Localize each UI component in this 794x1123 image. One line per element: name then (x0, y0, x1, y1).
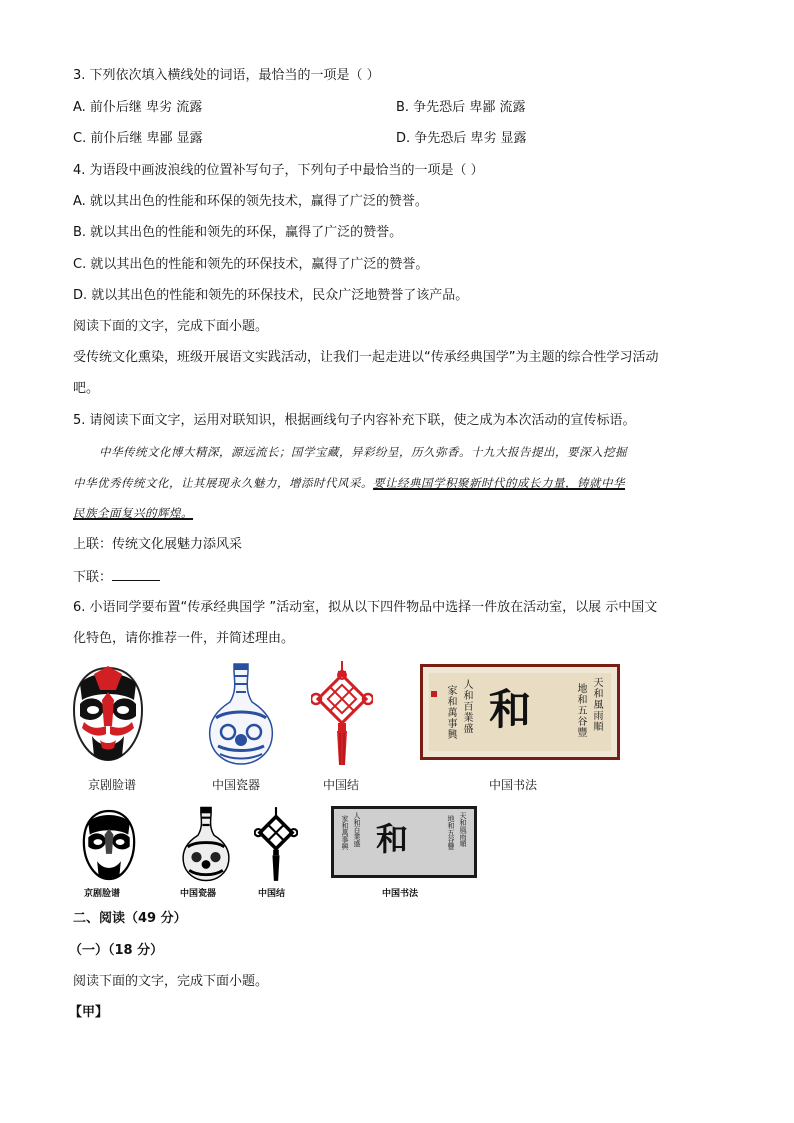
calligraphy-frame-color (420, 664, 620, 760)
peking-opera-mask-color-icon (70, 664, 146, 764)
seal-stamp (431, 691, 437, 697)
porcelain-vase-bw-icon (180, 806, 232, 882)
caption-chinese-knot: 中国结 (323, 778, 360, 792)
context-line-2: 吧。 (73, 381, 100, 396)
caption-bw-opera-mask: 京剧脸谱 (84, 889, 121, 899)
q4-option-a: A. 就以其出色的性能和环保的领先技术，赢得了广泛的赞誉。 (73, 194, 428, 209)
q5-stem: 5. 请阅读下面文字，运用对联知识，根据画线句子内容补充下联，使之成为本次活动的宣传标语。 (73, 413, 636, 428)
q5-passage-underlined-end: 民族全面复兴的辉煌。 (73, 506, 193, 520)
calligraphy-bw-main-char: 和 (376, 820, 409, 858)
q5-upper-couplet: 上联：传统文化展魅力添风采 (73, 537, 243, 552)
calligraphy-bw-left-col-2: 家和萬事興 (341, 815, 349, 850)
reading-intro: 阅读下面的文字，完成下面小题。 (73, 319, 269, 334)
chinese-knot-color-icon (311, 661, 373, 765)
calligraphy-bw-right-col-1: 天和風雨順 (459, 812, 467, 847)
calligraphy-bw-right-col-2: 地和五谷豐 (447, 815, 455, 850)
peking-opera-mask-bw-icon (76, 808, 142, 882)
q3-stem: 3. 下列依次填入横线处的词语，最恰当的一项是（ ） (73, 68, 380, 83)
q6-stem-line-1: 6. 小语同学要布置“传承经典国学 ”活动室，拟从以下四件物品中选择一件放在活动室，以展 示中国文 (73, 600, 658, 615)
section-2-intro: 阅读下面的文字，完成下面小题。 (73, 974, 269, 989)
section-2-title: 二、阅读（49 分） (73, 911, 187, 926)
calligraphy-frame-bw (331, 806, 477, 878)
context-line-1: 受传统文化熏染，班级开展语文实践活动，让我们一起走进以“传承经典国学”为主题的综合性学习活动 (73, 350, 659, 365)
q5-lower-label: 下联： (73, 570, 113, 585)
caption-bw-porcelain: 中国瓷器 (180, 889, 217, 899)
q5-passage-line-2 (73, 473, 723, 493)
section-2-jia: 【甲】 (69, 1005, 109, 1020)
q5-passage-underlined: 要让经典国学积聚新时代的成长力量，铸就中华 (373, 476, 625, 490)
q4-option-d: D. 就以其出色的性能和领先的环保技术，民众广泛地赞誉了该产品。 (73, 288, 469, 303)
q4-stem: 4. 为语段中画波浪线的位置补写句子，下列句子中最恰当的一项是（ ） (73, 163, 484, 178)
q3-option-b: B. 争先恐后 卑鄙 流露 (396, 100, 526, 115)
q5-passage-line-1: 中华传统文化博大精深，源远流长；国学宝藏，异彩纷呈，历久弥香。十九大报告提出，要深入挖掘 (99, 445, 627, 459)
caption-bw-chinese-knot: 中国结 (258, 889, 286, 899)
q4-option-c: C. 就以其出色的性能和领先的环保技术，赢得了广泛的赞誉。 (73, 257, 429, 272)
q5-passage-line-3 (73, 503, 723, 523)
section-2-sub: （一）（18 分） (69, 943, 164, 958)
porcelain-vase-color-icon (206, 662, 276, 766)
calligraphy-paper (429, 673, 611, 751)
q5-lower-couplet (73, 566, 160, 588)
calligraphy-right-col-2: 地和五谷豐 (575, 683, 586, 738)
caption-bw-calligraphy: 中国书法 (382, 889, 419, 899)
calligraphy-left-col-1: 人和百業盛 (461, 679, 472, 734)
calligraphy-bw-left-col-1: 人和百業盛 (353, 812, 361, 847)
chinese-knot-bw-icon (254, 805, 298, 883)
calligraphy-right-col-1: 天和風雨順 (591, 677, 602, 732)
q3-option-c: C. 前仆后继 卑鄙 显露 (73, 131, 203, 146)
caption-porcelain: 中国瓷器 (212, 778, 261, 792)
q6-stem-line-2: 化特色，请你推荐一件，并简述理由。 (73, 631, 295, 646)
q3-option-a: A. 前仆后继 卑劣 流露 (73, 100, 203, 115)
q3-option-d: D. 争先恐后 卑劣 显露 (396, 131, 527, 146)
q4-option-b: B. 就以其出色的性能和领先的环保，赢得了广泛的赞誉。 (73, 225, 403, 240)
caption-opera-mask: 京剧脸谱 (88, 778, 137, 792)
q5-passage-plain: 中华优秀传统文化，让其展现永久魅力，增添时代风采。 (73, 476, 373, 490)
answer-blank[interactable] (112, 566, 160, 581)
caption-calligraphy: 中国书法 (489, 778, 538, 792)
calligraphy-main-char: 和 (489, 685, 532, 734)
calligraphy-left-col-2: 家和萬事興 (445, 685, 456, 740)
